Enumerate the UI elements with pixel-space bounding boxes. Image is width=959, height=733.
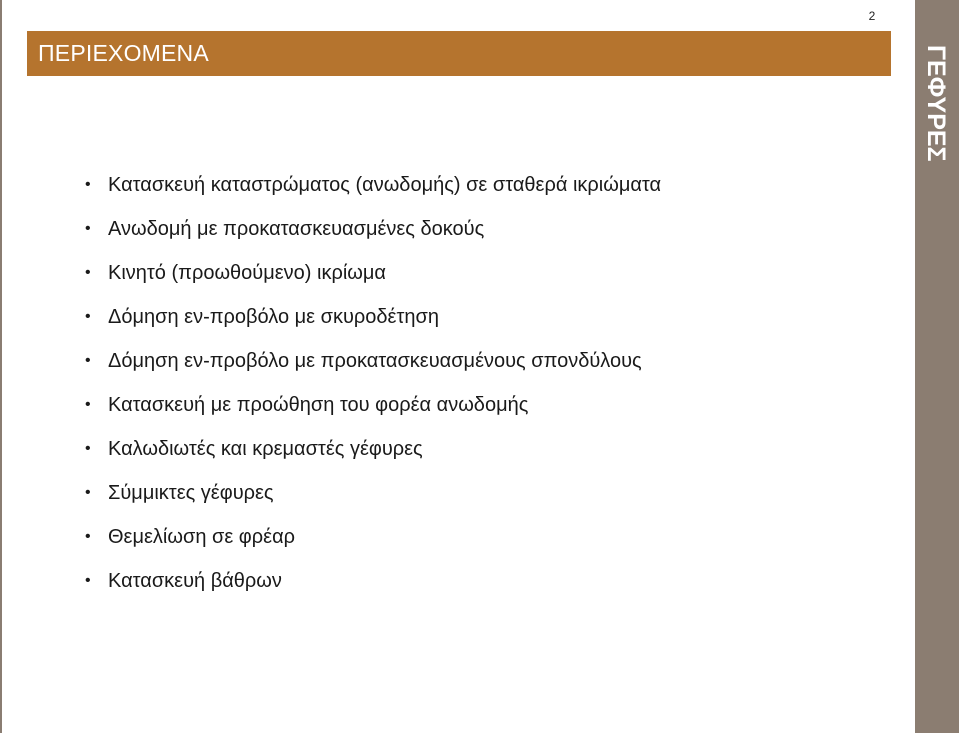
side-label-container (915, 45, 959, 175)
bullet-icon: • (85, 220, 91, 237)
left-edge-border (0, 0, 2, 733)
side-bar (915, 0, 959, 733)
bullet-icon: • (85, 484, 91, 501)
list-item (84, 339, 661, 383)
bullet-icon: • (85, 528, 91, 545)
list-item-text: Θεμελίωση σε φρέαρ (108, 526, 296, 548)
page-title: ΠΕΡΙΕΧΟΜΕΝΑ (38, 40, 209, 66)
list-item (84, 427, 661, 471)
list-item (84, 251, 661, 295)
list-item (84, 471, 661, 515)
bullet-icon: • (85, 440, 91, 457)
list-item-text: Κινητό (προωθούμενο) ικρίωμα (108, 262, 386, 284)
list-item-text: Καλωδιωτές και κρεμαστές γέφυρες (108, 438, 423, 460)
list-item (84, 295, 661, 339)
contents-list (84, 163, 661, 603)
bullet-icon: • (85, 396, 91, 413)
list-item (84, 515, 661, 559)
bullet-icon: • (85, 572, 91, 589)
list-item (84, 559, 661, 603)
bullet-icon: • (85, 264, 91, 281)
page-number: 2 (868, 9, 876, 23)
list-item (84, 207, 661, 251)
list-item-text: Κατασκευή με προώθηση του φορέα ανωδομής (108, 394, 529, 416)
list-item-text: Ανωδομή με προκατασκευασμένες δοκούς (108, 218, 485, 240)
list-item-text: Σύμμικτες γέφυρες (108, 482, 274, 504)
bullet-icon: • (85, 308, 91, 325)
bullet-icon: • (85, 352, 91, 369)
list-item (84, 163, 661, 207)
list-item-text: Κατασκευή βάθρων (108, 570, 282, 592)
list-item (84, 383, 661, 427)
list-item-text: Δόμηση εν-προβόλο με σκυροδέτηση (108, 306, 439, 328)
list-item-text: Δόμηση εν-προβόλο με προκατασκευασμένους σπονδύλους (108, 350, 642, 372)
bullet-icon: • (85, 176, 91, 193)
list-item-text: Κατασκευή καταστρώματος (ανωδομής) σε σταθερά ικριώματα (108, 174, 662, 196)
title-bar (27, 31, 891, 76)
side-label: ΓΕΦΥΡΕΣ (922, 45, 950, 162)
